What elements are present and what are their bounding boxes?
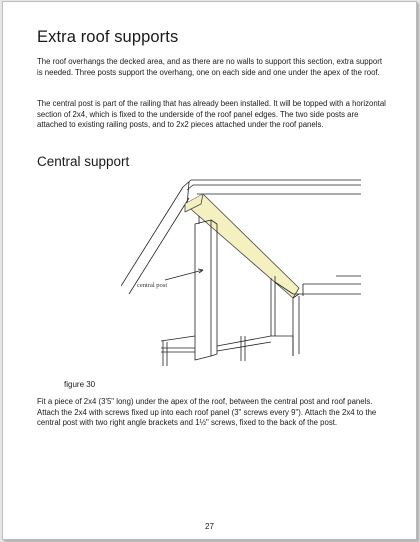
central-post-label: central post — [137, 282, 168, 289]
intro-paragraph: The roof overhangs the decked area, and as there are no walls to support this section, extra support is needed. Three posts support the overhang, one on each side and one under the apex of the roof. — [37, 57, 382, 77]
document-page — [2, 1, 417, 540]
label-arrow — [165, 270, 203, 280]
page-title: Extra roof supports — [37, 28, 179, 46]
section-heading: Central support — [37, 154, 130, 169]
central-post-paragraph: The central post is part of the railing that has already been installed. It will be topped with a horizontal section of 2x4, which is fixed to the underside of the roof panel edges. The two side posts are attached to existing railing posts, and to 2x2 pieces attached under the roof panels. — [37, 99, 386, 130]
central-post — [195, 220, 211, 360]
highlighted-2x4-beam — [185, 194, 299, 298]
instructions-paragraph: Fit a piece of 2x4 (3'5" long) under the apex of the roof, between the central post and roof panels. Attach the 2x4 with screws fixed up into each roof panel (3" screws every 9"). Attach the 2x4 to the central post with two right angle brackets and 1½" screws, fixed to the back of the post. — [37, 397, 377, 428]
figure-caption: figure 30 — [64, 380, 96, 389]
page-number: 27 — [205, 522, 214, 531]
roof-support-diagram — [121, 176, 361, 376]
